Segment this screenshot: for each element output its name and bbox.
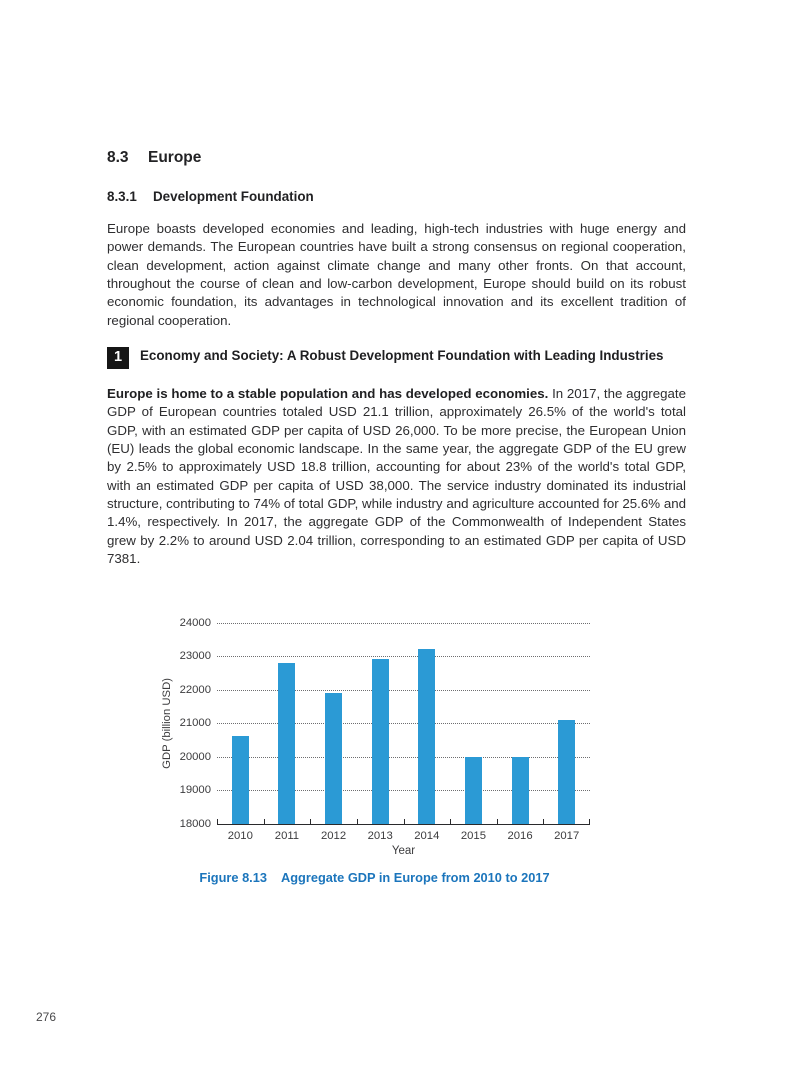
page-number: 276 — [36, 1010, 57, 1024]
section-heading — [107, 149, 686, 167]
section-title: Europe — [148, 149, 202, 166]
x-axis-tick — [543, 819, 544, 824]
x-tick-label: 2011 — [274, 829, 300, 842]
subsection-number: 8.3.1 — [107, 189, 137, 204]
gdp-bar-chart — [159, 616, 590, 857]
numbered-heading — [107, 347, 686, 369]
chart-plot-area — [217, 623, 590, 825]
x-tick-label: 2016 — [507, 829, 533, 842]
subsection-heading — [107, 189, 686, 204]
bar — [465, 757, 482, 824]
figure-caption-label: Figure 8.13 — [199, 869, 267, 885]
x-axis-tick — [357, 819, 358, 824]
x-axis-tick — [497, 819, 498, 824]
x-tick-label: 2012 — [320, 829, 347, 842]
y-tick-label: 23000 — [179, 650, 211, 662]
bar — [232, 736, 249, 823]
x-tick-label: 2013 — [367, 829, 393, 842]
x-tick-label: 2010 — [227, 829, 253, 842]
bar — [278, 663, 295, 824]
x-tick-label: 2017 — [554, 829, 580, 842]
x-axis-tick — [217, 819, 218, 824]
bar — [558, 720, 575, 824]
paragraph-body-text: In 2017, the aggregate GDP of European countries totaled USD 21.1 trillion, approximately 26.5% of the world's total GDP, with an estimated GDP per capita of USD 26,000. To be more precise, the European Union (EU) leads the global economic landscape. In the same year, the aggregate GDP of the EU grew by 2.5% to approximately USD 18.8 trillion, accounting for about 23% of the world's total GDP, with an estimated GDP per capita of USD 38,000. The service industry dominated its industrial structure, contributing to 74% of total GDP, while industry and agriculture accounted for 25.6% and 1.4%, respectively. In 2017, the aggregate GDP of the Commonwealth of Independent States grew by 2.2% to around USD 2.04 trillion, corresponding to an estimated GDP per capita of USD 7381. — [107, 386, 686, 567]
figure-caption-title: Aggregate GDP in Europe from 2010 to 2017 — [280, 869, 550, 885]
heading-number-box: 1 — [107, 347, 129, 369]
x-axis-tick — [264, 819, 265, 824]
section-number: 8.3 — [107, 149, 129, 166]
y-tick-label: 18000 — [179, 817, 211, 830]
gridline — [217, 723, 590, 724]
plot-column — [217, 623, 590, 857]
x-tick-label: 2015 — [460, 829, 486, 842]
y-tick-label: 20000 — [179, 750, 211, 763]
gridline — [217, 757, 590, 758]
x-axis-tick — [404, 819, 405, 824]
figure-caption — [159, 870, 590, 885]
y-axis-labels — [159, 616, 217, 857]
gridline — [217, 690, 590, 691]
y-tick-label: 24000 — [179, 616, 211, 629]
paragraph-lead-sentence: Europe is home to a stable population and has developed economies. — [107, 386, 549, 402]
x-axis-tick — [450, 819, 451, 824]
x-tick-label: 2014 — [414, 829, 440, 842]
gridline — [217, 790, 590, 791]
bar — [512, 757, 529, 823]
gridline — [217, 623, 590, 624]
paragraph-intro: Europe boasts developed economies and leading, high-tech industries with huge energy and power demands. The European countries have built a strong consensus on regional cooperation, clean development, action against climate change and many other fronts. On that account, throughout the course of clean and low-carbon development, Europe should build on its robust economic foundation, its advantages in technological innovation and its excellent tradition of regional cooperation. — [107, 221, 686, 328]
gridline — [217, 656, 590, 657]
numbered-heading-title: Economy and Society: A Robust Development Foundation with Leading Industries — [140, 348, 664, 364]
paragraph-economy — [107, 385, 686, 568]
bar — [418, 649, 435, 823]
bar — [372, 659, 389, 823]
bar — [325, 693, 342, 824]
y-axis-title-text: GDP (billion USD) — [161, 677, 173, 769]
y-tick-label: 22000 — [179, 683, 211, 696]
y-tick-label: 21000 — [179, 717, 211, 729]
x-axis-labels — [217, 830, 590, 842]
subsection-title: Development Foundation — [153, 189, 314, 204]
x-axis-title: Year — [391, 844, 416, 857]
x-axis-tick — [310, 819, 311, 824]
x-axis-tick — [589, 819, 590, 824]
figure-8-13 — [159, 616, 590, 885]
y-tick-label: 19000 — [179, 784, 211, 796]
